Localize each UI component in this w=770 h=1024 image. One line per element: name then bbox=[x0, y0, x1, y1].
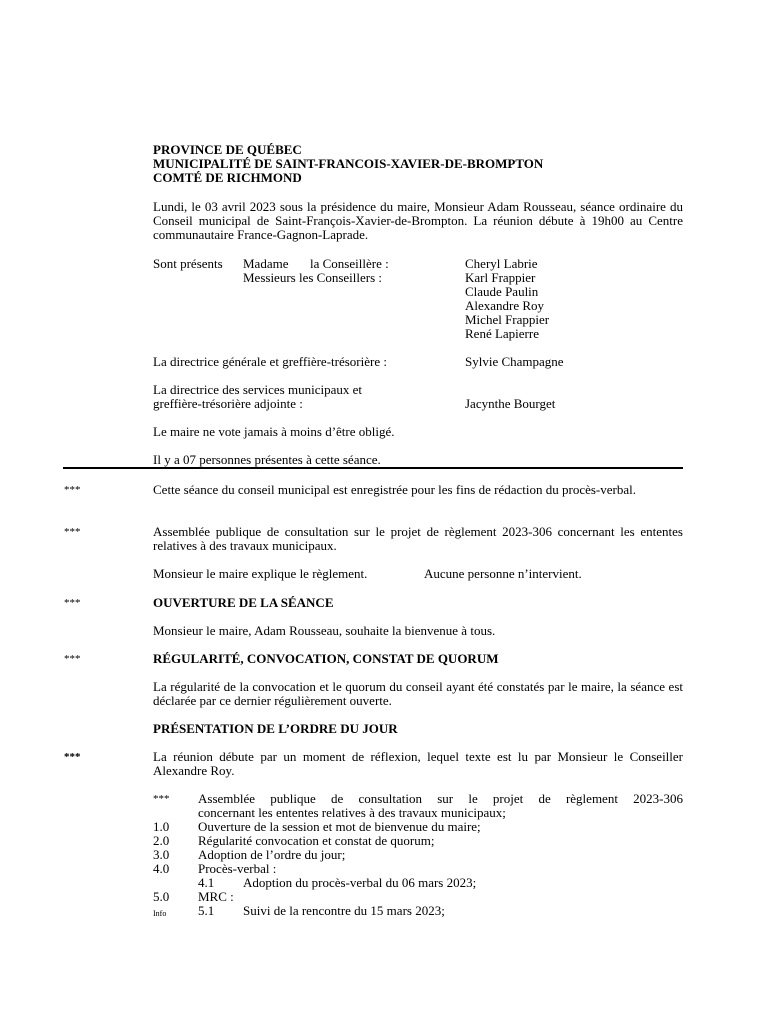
header-municipalite: MUNICIPALITÉ DE SAINT-FRANCOIS-XAVIER-DE-BROMPTON bbox=[153, 156, 544, 171]
maire-explique: Monsieur le maire explique le règlement. bbox=[153, 566, 368, 581]
assemblee-paragraph: Assemblée publique de consultation sur le projet de règlement 2023-306 concernant les ententes relatives à des travaux municipaux. bbox=[153, 524, 683, 553]
stars-marker: *** bbox=[64, 526, 81, 538]
agenda-item: Adoption de l’ordre du jour; bbox=[198, 847, 346, 862]
agenda-item: Régularité convocation et constat de quorum; bbox=[198, 833, 435, 848]
header-comte: COMTÉ DE RICHMOND bbox=[153, 170, 302, 185]
councillor-name: Cheryl Labrie bbox=[465, 256, 538, 271]
dsm-name: Jacynthe Bourget bbox=[465, 396, 556, 411]
agenda-number: *** bbox=[153, 793, 170, 805]
agenda-number: 2.0 bbox=[153, 833, 170, 848]
agenda-item: Ouverture de la session et mot de bienvenue du maire; bbox=[198, 819, 481, 834]
intro-paragraph: Lundi, le 03 avril 2023 sous la présidence du maire, Monsieur Adam Rousseau, séance ordinaire du Conseil municipal de Saint-François-Xavier-de-Brompton. La réunion débute à 19h00 au Centre communautaire France-Gagnon-Laprade. bbox=[153, 199, 683, 242]
ouverture-title: OUVERTURE DE LA SÉANCE bbox=[153, 595, 334, 610]
presence-madame: Madame bbox=[243, 256, 289, 271]
stars-marker: *** bbox=[64, 653, 81, 665]
header-province: PROVINCE DE QUÉBEC bbox=[153, 142, 302, 157]
councillor-name: Michel Frappier bbox=[465, 312, 550, 327]
recording-notice: Cette séance du conseil municipal est enregistrée pour les fins de rédaction du procès-verbal. bbox=[153, 482, 636, 497]
agenda-item: concernant les ententes relatives à des travaux municipaux; bbox=[198, 805, 506, 820]
agenda-number: 1.0 bbox=[153, 819, 170, 834]
dg-name: Sylvie Champagne bbox=[465, 354, 564, 369]
stars-marker: *** bbox=[64, 597, 81, 609]
agenda-subitem: Suivi de la rencontre du 15 mars 2023; bbox=[243, 903, 445, 918]
dsm-label-line1: La directrice des services municipaux et bbox=[153, 382, 362, 397]
agenda-item: MRC : bbox=[198, 889, 234, 904]
councillor-name: Alexandre Roy bbox=[465, 298, 545, 313]
councillor-name: René Lapierre bbox=[465, 326, 539, 341]
presentation-title: PRÉSENTATION DE L’ORDRE DU JOUR bbox=[153, 721, 398, 736]
dg-label: La directrice générale et greffière-trésorière : bbox=[153, 354, 387, 369]
agenda-number: 3.0 bbox=[153, 847, 170, 862]
info-tag: Info bbox=[153, 909, 167, 918]
agenda-item: Procès-verbal : bbox=[198, 861, 277, 876]
presence-messieurs: Messieurs les Conseillers : bbox=[243, 270, 383, 285]
stars-marker: *** bbox=[64, 751, 81, 763]
ouverture-text: Monsieur le maire, Adam Rousseau, souhaite la bienvenue à tous. bbox=[153, 623, 496, 638]
regularite-title: RÉGULARITÉ, CONVOCATION, CONSTAT DE QUORUM bbox=[153, 651, 499, 666]
aucune-intervention: Aucune personne n’intervient. bbox=[424, 566, 582, 581]
agenda-number: 4.0 bbox=[153, 861, 170, 876]
reflexion-paragraph: La réunion débute par un moment de réflexion, lequel texte est lu par Monsieur le Conseiller Alexandre Roy. bbox=[153, 749, 683, 778]
attendance-count: Il y a 07 personnes présentes à cette séance. bbox=[153, 452, 381, 467]
councillor-name: Claude Paulin bbox=[465, 284, 539, 299]
agenda-number: 5.0 bbox=[153, 889, 170, 904]
agenda-subnumber: 4.1 bbox=[198, 875, 215, 890]
agenda-item: Assemblée publique de consultation sur le projet de règlement 2023-306 bbox=[198, 791, 683, 806]
stars-marker: *** bbox=[64, 484, 81, 496]
presence-label: Sont présents bbox=[153, 256, 223, 271]
councillor-name: Karl Frappier bbox=[465, 270, 536, 285]
agenda-subitem: Adoption du procès-verbal du 06 mars 2023; bbox=[243, 875, 477, 890]
agenda-subnumber: 5.1 bbox=[198, 903, 215, 918]
regularite-text: La régularité de la convocation et le quorum du conseil ayant été constatés par le maire, la séance est déclarée par ce dernier régulièrement ouverte. bbox=[153, 679, 683, 708]
maire-vote-note: Le maire ne vote jamais à moins d’être obligé. bbox=[153, 424, 395, 439]
horizontal-rule bbox=[63, 467, 683, 469]
presence-conseillere: la Conseillère : bbox=[310, 256, 389, 271]
dsm-label-line2: greffière-trésorière adjointe : bbox=[153, 396, 303, 411]
